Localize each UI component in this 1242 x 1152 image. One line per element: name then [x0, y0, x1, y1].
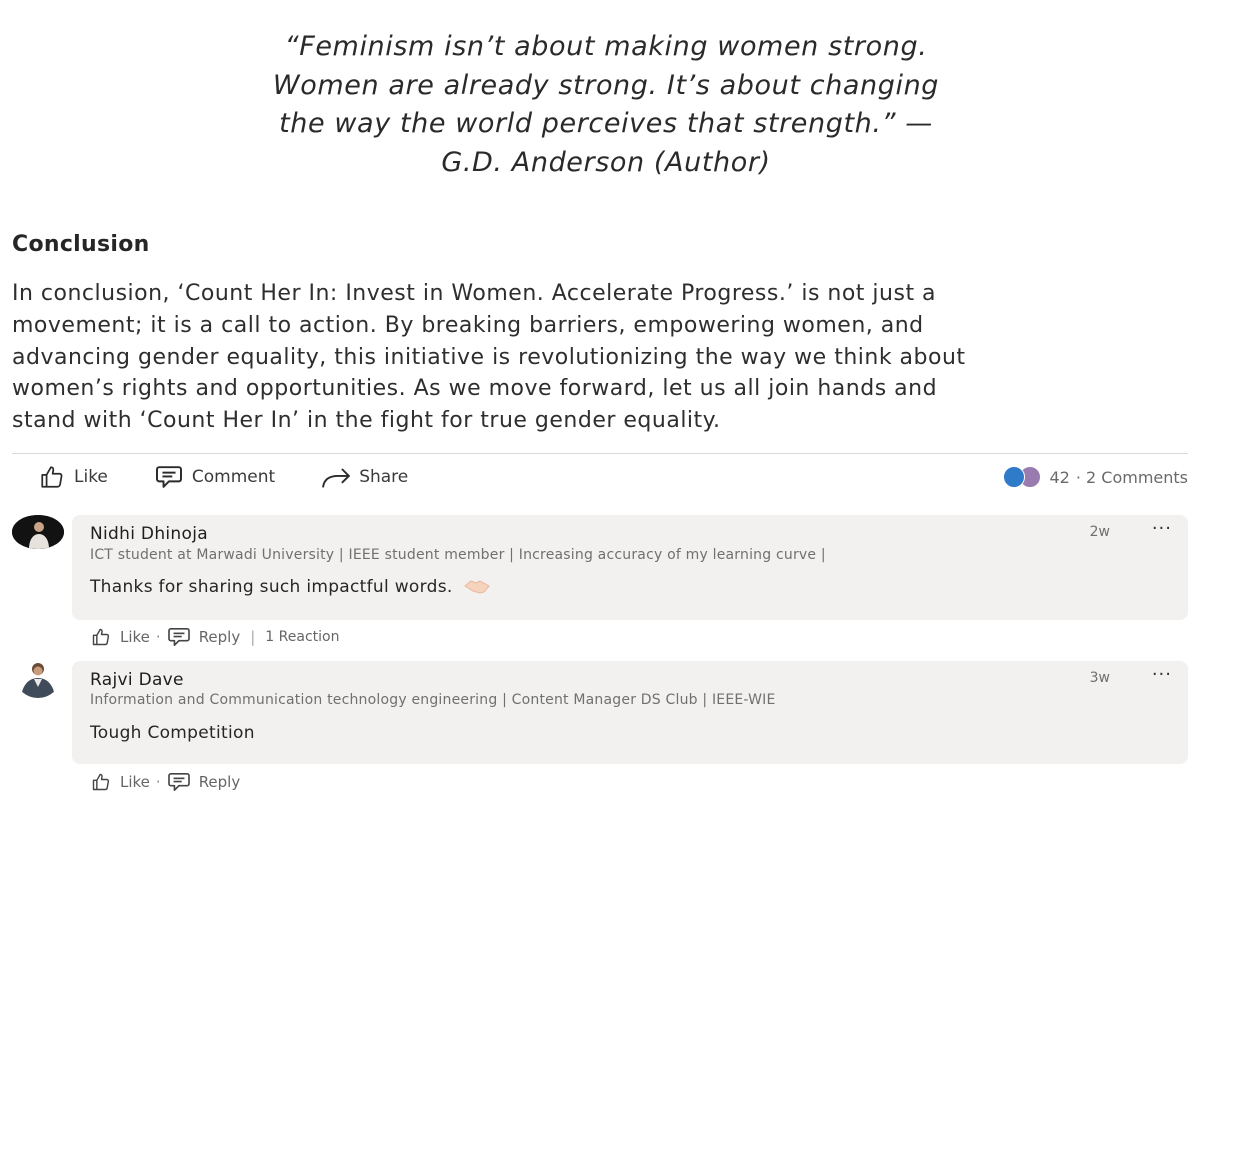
comment-text: Tough Competition — [90, 723, 255, 743]
author-quote — [200, 28, 1012, 182]
share-arrow-icon — [321, 466, 351, 488]
comment-reaction-count[interactable]: 1 Reaction — [265, 629, 340, 645]
comment-like-button[interactable] — [90, 772, 150, 792]
quote-line: the way the world perceives that strength.” — — [279, 108, 933, 139]
comment-label: Comment — [191, 467, 276, 487]
paragraph-line: advancing gender equality, this initiative is revolutionizing the way we think about — [12, 344, 966, 370]
profile-photo-icon — [12, 515, 64, 549]
more-options-icon[interactable]: ··· — [1151, 664, 1172, 685]
comment-text-content: Thanks for sharing such impactful words. — [90, 577, 453, 597]
comment-timestamp: 3w — [1089, 670, 1110, 686]
profile-photo-icon — [16, 658, 60, 698]
paragraph-line: movement; it is a call to action. By breaking barriers, empowering women, and — [12, 312, 924, 338]
commenter-name[interactable]: Nidhi Dhinoja — [90, 524, 208, 544]
more-options-icon[interactable]: ··· — [1151, 518, 1172, 539]
section-heading: Conclusion — [12, 232, 150, 257]
quote-line: Women are already strong. It’s about changing — [272, 69, 940, 101]
quote-line: G.D. Anderson (Author) — [441, 146, 771, 178]
conclusion-paragraph — [12, 278, 1212, 437]
divider — [12, 453, 1188, 454]
comment-card — [72, 661, 1188, 764]
comment-count[interactable]: · 2 Comments — [1075, 467, 1188, 487]
thumbs-up-icon — [38, 464, 66, 490]
comment-like-label: Like — [120, 773, 150, 791]
comment-actions — [90, 772, 240, 792]
thumbs-up-icon — [90, 772, 112, 792]
share-button[interactable] — [321, 466, 408, 488]
separator-bar: | — [250, 628, 256, 646]
reply-bubble-icon — [167, 772, 191, 792]
paragraph-line: In conclusion, ‘Count Her In: Invest in Women. Accelerate Progress.’ is not just a — [12, 281, 937, 306]
like-button[interactable] — [38, 464, 108, 490]
comment-like-button[interactable] — [90, 627, 150, 647]
comment-text — [90, 577, 490, 597]
social-actions-bar — [38, 462, 454, 492]
commenter-name[interactable]: Rajvi Dave — [90, 670, 184, 690]
reaction-icons — [1003, 466, 1041, 488]
separator-dot: · — [155, 773, 161, 791]
comment-reply-button[interactable] — [167, 772, 241, 792]
thumbs-up-icon — [90, 627, 112, 647]
paragraph-line: women’s rights and opportunities. As we move forward, let us all join hands and — [12, 376, 938, 402]
comment-like-label: Like — [120, 628, 150, 646]
reaction-count[interactable]: 42 — [1049, 467, 1070, 487]
reply-bubble-icon — [167, 627, 191, 647]
avatar[interactable] — [12, 515, 64, 549]
handshake-emoji-icon — [464, 577, 490, 595]
comment-actions — [90, 627, 339, 647]
comment-reply-button[interactable] — [167, 627, 241, 647]
comment-reply-label: Reply — [198, 773, 241, 791]
avatar[interactable] — [16, 658, 60, 698]
commenter-headline: Information and Communication technology engineering | Content Manager DS Club | IEEE-WIE — [90, 692, 776, 708]
comment-button[interactable] — [154, 465, 275, 489]
commenter-headline: ICT student at Marwadi University | IEEE student member | Increasing accuracy of my learning curve | — [90, 547, 826, 563]
comment-card — [72, 515, 1188, 620]
comment-bubble-icon — [154, 465, 184, 489]
separator-dot: · — [155, 628, 161, 646]
like-label: Like — [74, 467, 108, 487]
post-stats[interactable] — [1003, 466, 1188, 488]
comment-timestamp: 2w — [1089, 524, 1110, 540]
quote-line: “Feminism isn’t about making women strong. — [284, 31, 928, 62]
share-label: Share — [359, 467, 409, 487]
comment-reply-label: Reply — [198, 628, 241, 646]
paragraph-line: stand with ‘Count Her In’ in the fight for true gender equality. — [12, 408, 721, 434]
